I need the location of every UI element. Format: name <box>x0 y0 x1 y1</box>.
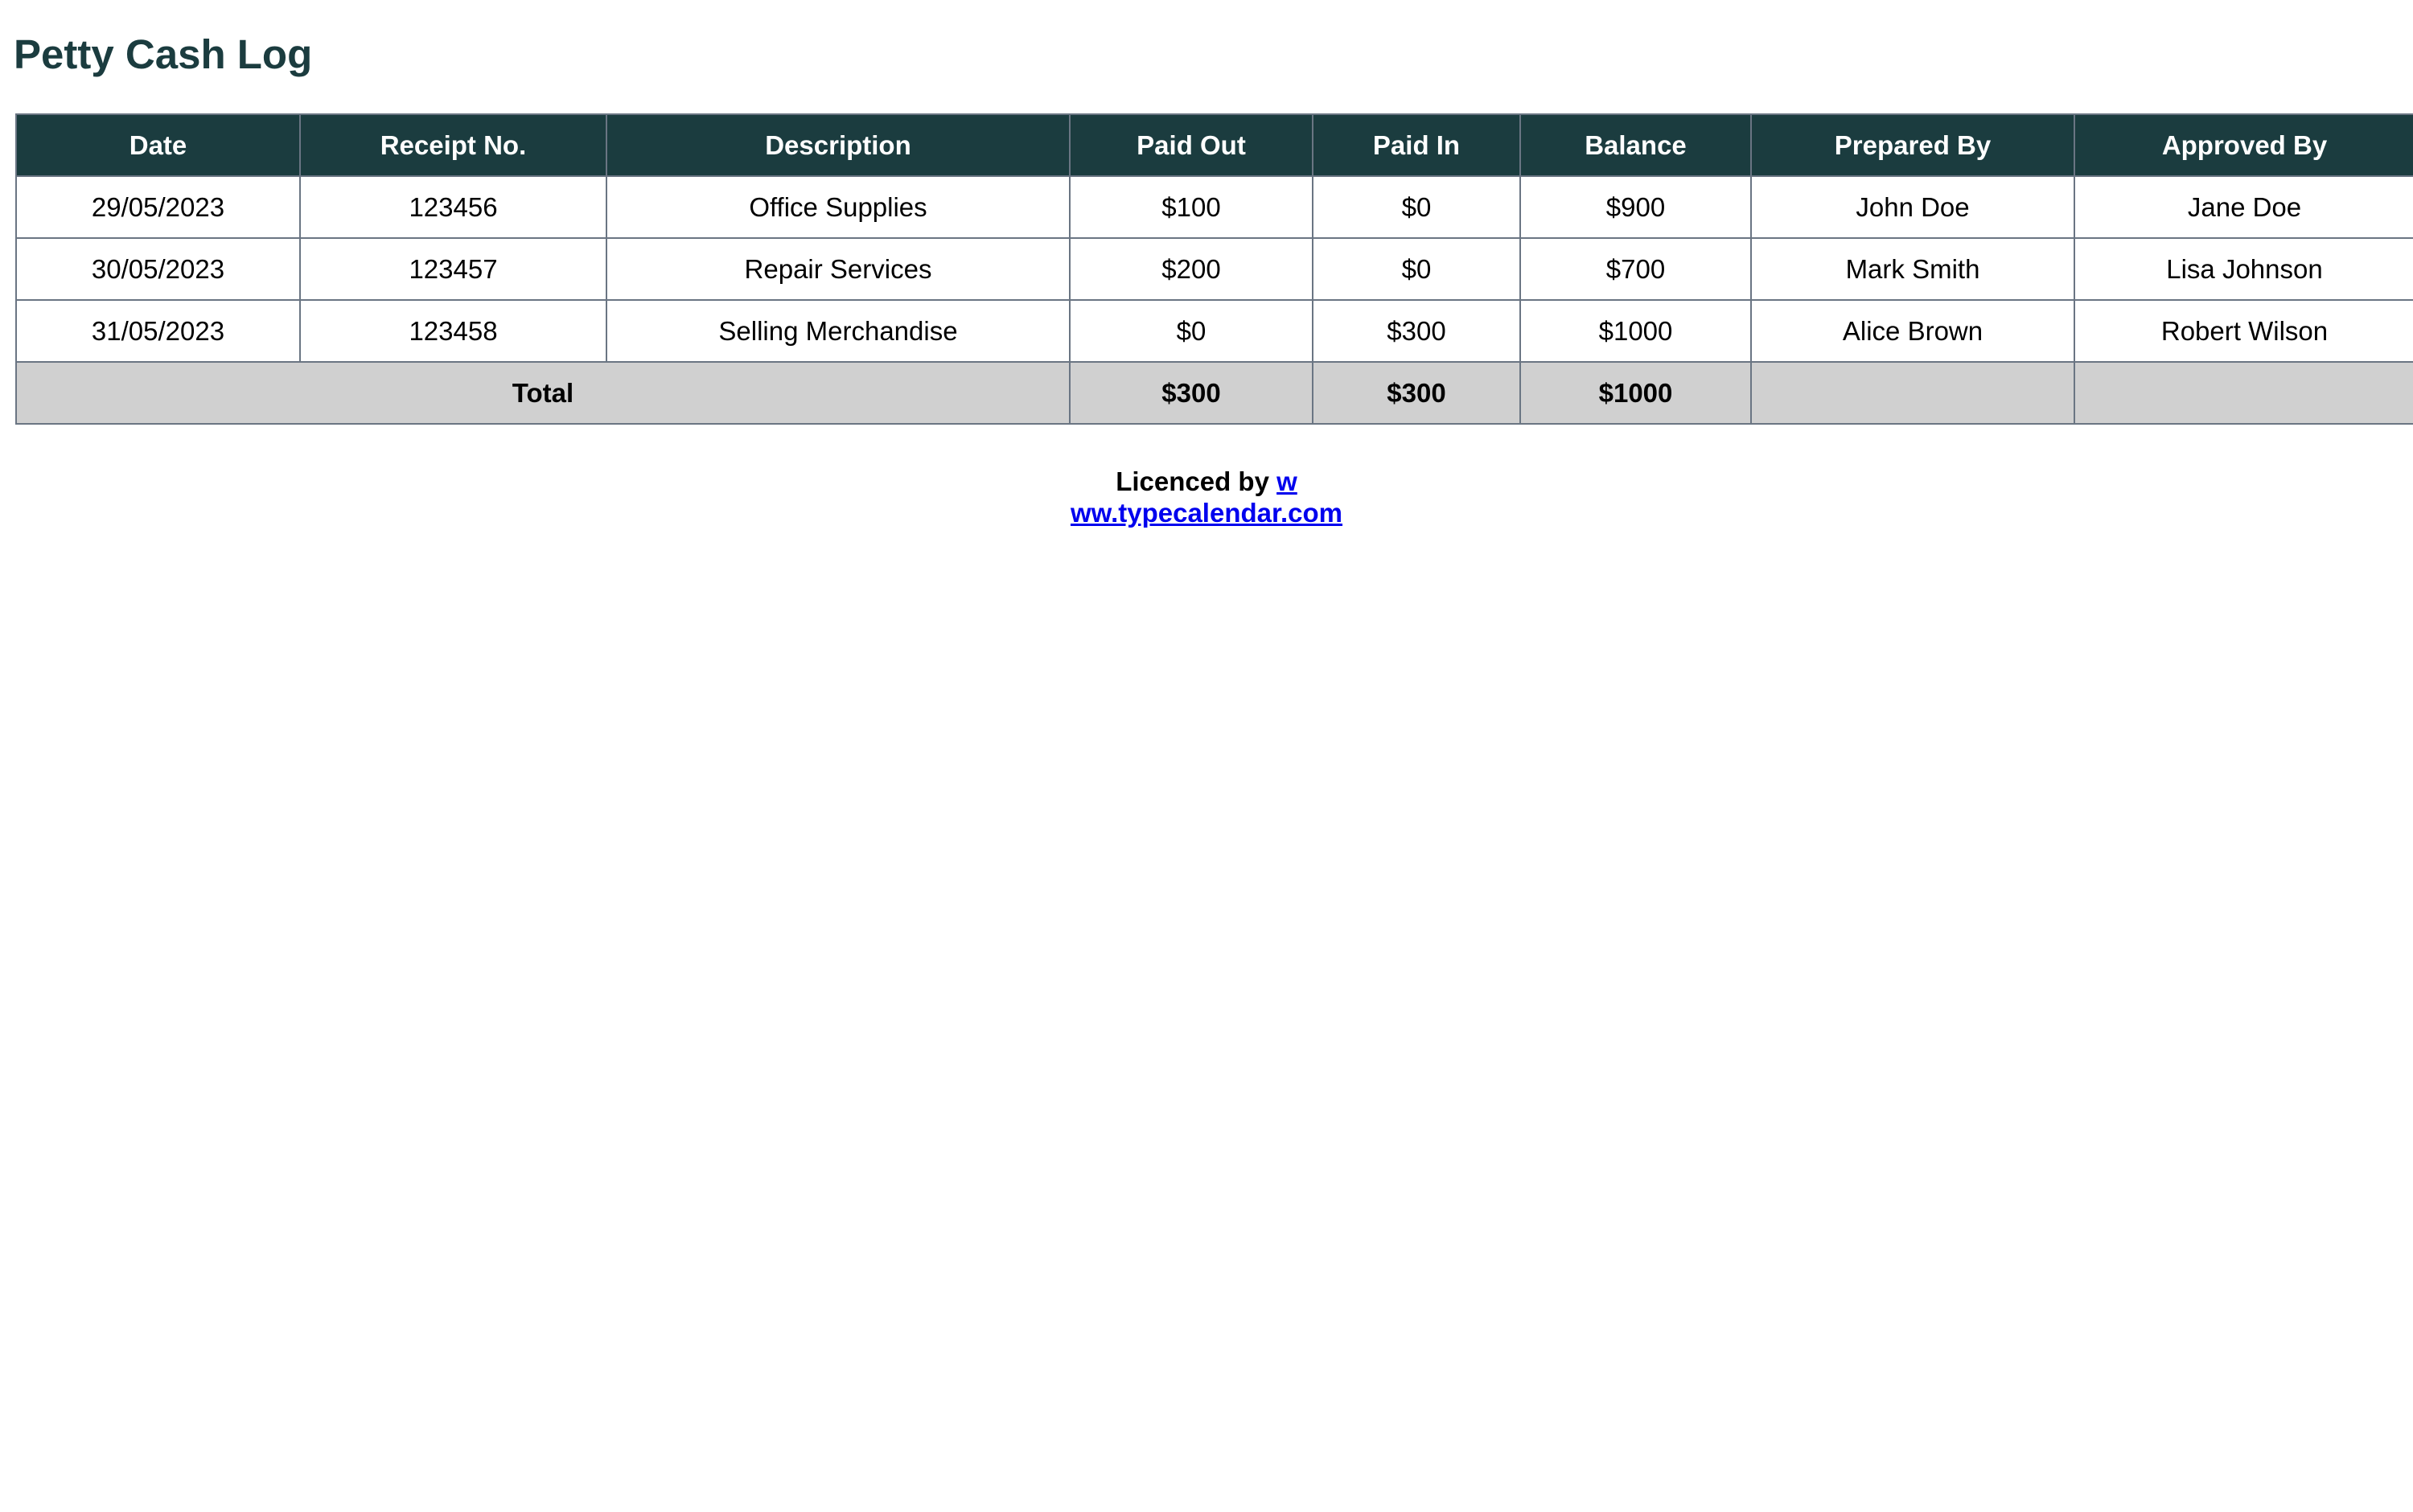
totals-row <box>16 362 2413 424</box>
table-header-row <box>16 114 2413 176</box>
cell-approved-by: Jane Doe <box>2074 176 2413 238</box>
cell-receipt-no: 123457 <box>300 238 606 300</box>
table-row <box>16 176 2413 238</box>
cell-date: 29/05/2023 <box>16 176 300 238</box>
column-header-receipt-no: Receipt No. <box>300 114 606 176</box>
column-header-approved-by: Approved By <box>2074 114 2413 176</box>
page-title: Petty Cash Log <box>14 31 313 77</box>
column-header-description: Description <box>606 114 1070 176</box>
cell-balance: $1000 <box>1520 300 1751 362</box>
petty-cash-table <box>15 113 2413 425</box>
cell-paid-out: $200 <box>1070 238 1313 300</box>
cell-date: 30/05/2023 <box>16 238 300 300</box>
column-header-balance: Balance <box>1520 114 1751 176</box>
cell-description: Repair Services <box>606 238 1070 300</box>
cell-prepared-by: John Doe <box>1751 176 2074 238</box>
total-paid-in: $300 <box>1313 362 1520 424</box>
cell-balance: $700 <box>1520 238 1751 300</box>
cell-receipt-no: 123456 <box>300 176 606 238</box>
license-link-part2: ww.typecalendar.com <box>1070 498 1343 528</box>
cell-paid-in: $300 <box>1313 300 1520 362</box>
cell-balance: $900 <box>1520 176 1751 238</box>
cell-approved-by: Lisa Johnson <box>2074 238 2413 300</box>
totals-label: Total <box>16 362 1070 424</box>
total-balance: $1000 <box>1520 362 1751 424</box>
cell-receipt-no: 123458 <box>300 300 606 362</box>
cell-paid-out: $100 <box>1070 176 1313 238</box>
table-row <box>16 238 2413 300</box>
column-header-prepared-by: Prepared By <box>1751 114 2074 176</box>
cell-approved-by: Robert Wilson <box>2074 300 2413 362</box>
cell-paid-in: $0 <box>1313 176 1520 238</box>
license-footer <box>0 466 2413 528</box>
total-approved-by <box>2074 362 2413 424</box>
total-paid-out: $300 <box>1070 362 1313 424</box>
cell-description: Office Supplies <box>606 176 1070 238</box>
license-link-part1: w <box>1276 466 1297 496</box>
cell-paid-in: $0 <box>1313 238 1520 300</box>
license-text: Licenced by <box>1116 466 1277 496</box>
cell-date: 31/05/2023 <box>16 300 300 362</box>
cell-paid-out: $0 <box>1070 300 1313 362</box>
cell-prepared-by: Alice Brown <box>1751 300 2074 362</box>
column-header-date: Date <box>16 114 300 176</box>
table-row <box>16 300 2413 362</box>
cell-prepared-by: Mark Smith <box>1751 238 2074 300</box>
cell-description: Selling Merchandise <box>606 300 1070 362</box>
column-header-paid-in: Paid In <box>1313 114 1520 176</box>
total-prepared-by <box>1751 362 2074 424</box>
column-header-paid-out: Paid Out <box>1070 114 1313 176</box>
